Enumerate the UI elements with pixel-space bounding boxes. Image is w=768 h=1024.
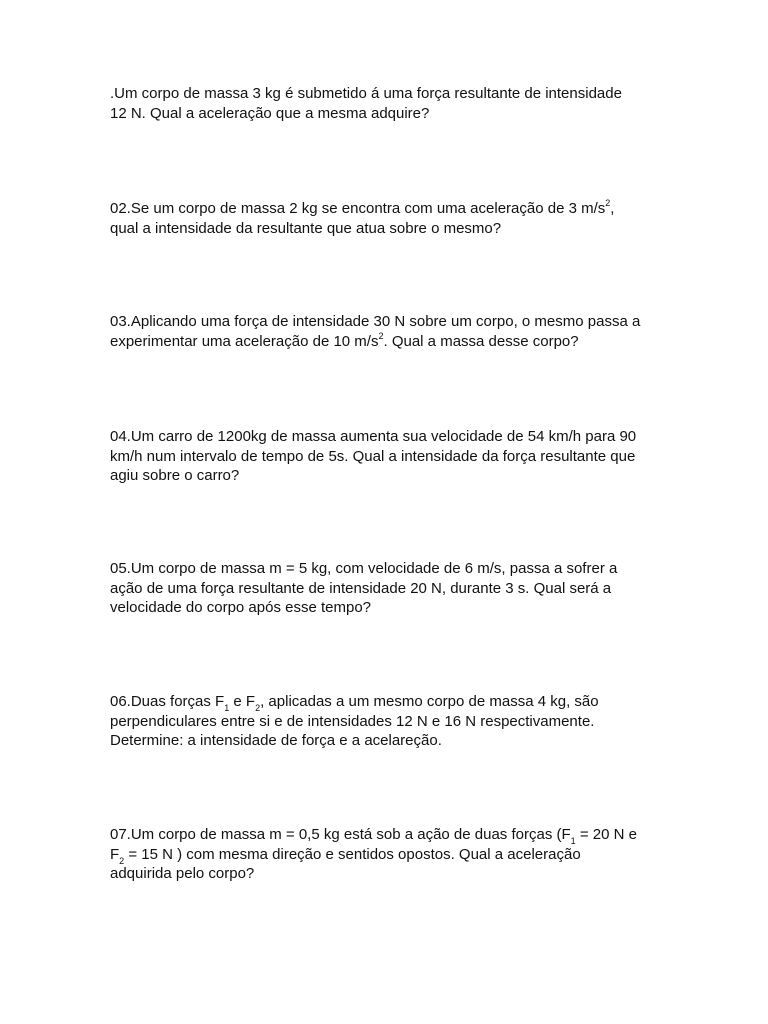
- question-06-text-b: e F: [229, 693, 256, 710]
- question-07-text-b: = 20 N e: [575, 826, 637, 843]
- question-04-line-3: agiu sobre o carro?: [110, 467, 240, 484]
- subscript: 1: [224, 703, 230, 713]
- punctuation: ,: [610, 200, 615, 217]
- question-03-line-1: 03.Aplicando uma força de intensidade 30 N sobre um corpo, o mesmo passa a: [110, 313, 641, 330]
- question-07-text-a: 07.Um corpo de massa m = 0,5 kg está sob a ação de duas forças (F: [110, 826, 571, 843]
- question-03-text-end: . Qual a massa desse corpo?: [383, 332, 579, 350]
- question-04-line-2: km/h num intervalo de tempo de 5s. Qual a intensidade da força resultante que: [110, 447, 636, 465]
- question-07-text-c: F: [110, 845, 120, 863]
- question-01: [110, 84, 670, 123]
- question-02: [110, 199, 670, 238]
- question-03-line-2: [110, 332, 670, 352]
- question-05: [110, 559, 670, 618]
- subscript: 2: [255, 703, 261, 713]
- question-01-line-1: .Um corpo de massa 3 kg é submetido á uma força resultante de intensidade: [110, 85, 622, 102]
- question-04-line-1: 04.Um carro de 1200kg de massa aumenta sua velocidade de 54 km/h para 90: [110, 428, 637, 445]
- question-02-text: 02.Se um corpo de massa 2 kg se encontra com uma aceleração de 3 m/s: [110, 200, 606, 217]
- question-06-line-1: [110, 692, 670, 712]
- question-07-text-d: = 15 N ) com mesma direção e sentidos opostos. Qual a aceleração: [124, 845, 581, 863]
- question-01-line-2: 12 N. Qual a aceleração que a mesma adquire?: [110, 104, 430, 122]
- question-05-line-1: 05.Um corpo de massa m = 5 kg, com velocidade de 6 m/s, passa a sofrer a: [110, 560, 618, 577]
- question-02-line-2: qual a intensidade da resultante que atua sobre o mesmo?: [110, 219, 502, 237]
- question-07: [110, 825, 670, 884]
- subscript: 2: [119, 855, 125, 866]
- question-06-line-2: perpendiculares entre si e de intensidades 12 N e 16 N respectivamente.: [110, 712, 595, 730]
- question-07-line-1: [110, 825, 670, 845]
- question-05-line-2: ação de uma força resultante de intensidade 20 N, durante 3 s. Qual será a: [110, 579, 612, 597]
- question-07-line-3: adquirida pelo corpo?: [110, 865, 255, 882]
- exponent: 2: [378, 330, 384, 341]
- question-06-text-a: 06.Duas forças F: [110, 693, 225, 710]
- question-03: [110, 312, 670, 351]
- question-07-line-2: [110, 845, 670, 865]
- exponent: 2: [605, 198, 611, 208]
- question-02-line-1: [110, 199, 670, 219]
- question-06-line-3: Determine: a intensidade de força e a acelareção.: [110, 732, 442, 749]
- question-03-text: experimentar uma aceleração de 10 m/s: [110, 332, 379, 350]
- subscript: 1: [570, 836, 576, 846]
- question-06: [110, 692, 670, 751]
- question-06-text-c: , aplicadas a um mesmo corpo de massa 4 kg, são: [260, 693, 599, 710]
- question-05-line-3: velocidade do corpo após esse tempo?: [110, 599, 372, 616]
- question-04: [110, 427, 670, 486]
